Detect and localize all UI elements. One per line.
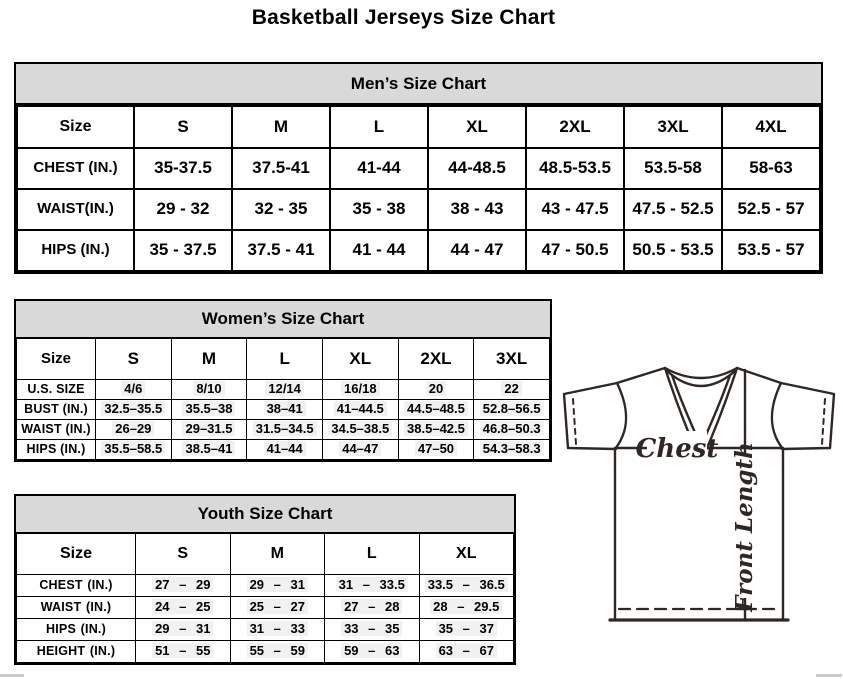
table-row xyxy=(17,230,820,271)
size-value-cell: 44.5–48.5 xyxy=(398,400,474,420)
size-value-cell: 52.5 - 57 xyxy=(722,189,820,230)
col-header: 3XL xyxy=(624,106,722,148)
size-value-cell: 38–41 xyxy=(247,400,323,420)
size-value-cell: 35.5–38 xyxy=(171,400,247,420)
womens-table xyxy=(16,338,550,460)
size-value-cell: 35 - 37.5 xyxy=(134,230,232,271)
col-header: 4XL xyxy=(722,106,820,148)
womens-chart-title: Women’s Size Chart xyxy=(16,301,550,338)
size-value-cell: 20 xyxy=(398,380,474,400)
size-value-cell: 33.5 – 36.5 xyxy=(419,575,514,597)
size-value-cell: 48.5-53.5 xyxy=(526,148,624,189)
size-value-cell: 29 – 31 xyxy=(136,619,231,641)
col-header: XL xyxy=(428,106,526,148)
mens-chart-title: Men’s Size Chart xyxy=(16,64,821,105)
col-header-size: Size xyxy=(17,339,96,380)
size-value-cell: 37.5-41 xyxy=(232,148,330,189)
size-value-cell: 37.5 - 41 xyxy=(232,230,330,271)
size-value-cell: 27 – 29 xyxy=(136,575,231,597)
size-value-cell: 41–44 xyxy=(247,440,323,460)
size-value-cell: 27 – 28 xyxy=(325,597,420,619)
size-value-cell: 50.5 - 53.5 xyxy=(624,230,722,271)
size-value-cell: 59 – 63 xyxy=(325,641,420,663)
size-value-cell: 58-63 xyxy=(722,148,820,189)
size-value-cell: 47.5 - 52.5 xyxy=(624,189,722,230)
col-header: L xyxy=(325,534,420,575)
scan-artifact-right xyxy=(816,674,842,677)
col-header: XL xyxy=(419,534,514,575)
size-value-cell: 32 - 35 xyxy=(232,189,330,230)
size-value-cell: 31 – 33.5 xyxy=(325,575,420,597)
row-label: CHEST (IN.) xyxy=(17,575,136,597)
jersey-right-sleeve xyxy=(737,368,834,449)
size-value-cell: 35-37.5 xyxy=(134,148,232,189)
table-row xyxy=(17,380,550,400)
jersey-right-cuff-dashes xyxy=(822,399,825,444)
row-label: WAIST (IN.) xyxy=(17,420,96,440)
womens-header-row xyxy=(17,339,550,380)
size-value-cell: 33 – 35 xyxy=(325,619,420,641)
size-value-cell: 24 – 25 xyxy=(136,597,231,619)
size-value-cell: 43 - 47.5 xyxy=(526,189,624,230)
size-value-cell: 29–31.5 xyxy=(171,420,247,440)
size-value-cell: 35 - 38 xyxy=(330,189,428,230)
row-label: CHEST (IN.) xyxy=(17,148,134,189)
col-header: M xyxy=(230,534,325,575)
jersey-left-seam xyxy=(615,383,626,449)
youth-header-row xyxy=(17,534,514,575)
size-value-cell: 53.5-58 xyxy=(624,148,722,189)
size-value-cell: 35 – 37 xyxy=(419,619,514,641)
jersey-left-cuff-dashes xyxy=(573,399,576,444)
size-value-cell: 29 - 32 xyxy=(134,189,232,230)
size-value-cell: 44-48.5 xyxy=(428,148,526,189)
size-value-cell: 51 – 55 xyxy=(136,641,231,663)
youth-table xyxy=(16,533,514,663)
front-length-label: Front Length xyxy=(731,442,758,612)
size-value-cell: 26–29 xyxy=(96,420,172,440)
size-value-cell: 54.3–58.3 xyxy=(474,440,550,460)
size-value-cell: 55 – 59 xyxy=(230,641,325,663)
table-row xyxy=(17,619,514,641)
table-row xyxy=(17,641,514,663)
jersey-right-seam xyxy=(772,383,783,449)
col-header-size: Size xyxy=(17,106,134,148)
col-header: M xyxy=(171,339,247,380)
col-header: S xyxy=(136,534,231,575)
size-value-cell: 35.5–58.5 xyxy=(96,440,172,460)
size-value-cell: 47–50 xyxy=(398,440,474,460)
row-label: HIPS (IN.) xyxy=(17,230,134,271)
table-row xyxy=(17,420,550,440)
size-value-cell: 44 - 47 xyxy=(428,230,526,271)
size-value-cell: 4/6 xyxy=(96,380,172,400)
womens-size-chart xyxy=(14,299,552,462)
row-label: HIPS (IN.) xyxy=(17,619,136,641)
size-value-cell: 28 – 29.5 xyxy=(419,597,514,619)
table-row xyxy=(17,575,514,597)
table-row xyxy=(17,597,514,619)
col-header: L xyxy=(247,339,323,380)
col-header-size: Size xyxy=(17,534,136,575)
mens-size-chart xyxy=(14,62,823,274)
row-label: HEIGHT (IN.) xyxy=(17,641,136,663)
row-label: WAIST (IN.) xyxy=(17,597,136,619)
col-header: 2XL xyxy=(398,339,474,380)
youth-chart-title: Youth Size Chart xyxy=(16,496,514,533)
size-value-cell: 31.5–34.5 xyxy=(247,420,323,440)
size-value-cell: 52.8–56.5 xyxy=(474,400,550,420)
jersey-measurement-diagram xyxy=(557,360,840,625)
mens-table xyxy=(16,105,821,272)
row-label: BUST (IN.) xyxy=(17,400,96,420)
size-value-cell: 16/18 xyxy=(322,380,398,400)
col-header: L xyxy=(330,106,428,148)
size-value-cell: 47 - 50.5 xyxy=(526,230,624,271)
table-row xyxy=(17,440,550,460)
size-value-cell: 63 – 67 xyxy=(419,641,514,663)
table-row xyxy=(17,400,550,420)
row-label: WAIST(IN.) xyxy=(17,189,134,230)
youth-size-chart xyxy=(14,494,516,665)
size-value-cell: 8/10 xyxy=(171,380,247,400)
size-value-cell: 32.5–35.5 xyxy=(96,400,172,420)
size-value-cell: 38 - 43 xyxy=(428,189,526,230)
size-value-cell: 41–44.5 xyxy=(322,400,398,420)
page-title: Basketball Jerseys Size Chart xyxy=(251,6,556,29)
size-value-cell: 44–47 xyxy=(322,440,398,460)
size-value-cell: 46.8–50.3 xyxy=(474,420,550,440)
col-header: 2XL xyxy=(526,106,624,148)
size-value-cell: 41 - 44 xyxy=(330,230,428,271)
size-value-cell: 38.5–42.5 xyxy=(398,420,474,440)
table-row xyxy=(17,148,820,189)
mens-header-row xyxy=(17,106,820,148)
row-label: U.S. SIZE xyxy=(17,380,96,400)
table-row xyxy=(17,189,820,230)
size-value-cell: 53.5 - 57 xyxy=(722,230,820,271)
size-value-cell: 12/14 xyxy=(247,380,323,400)
col-header: XL xyxy=(322,339,398,380)
col-header: M xyxy=(232,106,330,148)
col-header: S xyxy=(134,106,232,148)
size-value-cell: 31 – 33 xyxy=(230,619,325,641)
size-value-cell: 29 – 31 xyxy=(230,575,325,597)
size-value-cell: 38.5–41 xyxy=(171,440,247,460)
size-value-cell: 22 xyxy=(474,380,550,400)
size-value-cell: 25 – 27 xyxy=(230,597,325,619)
chest-label: Chest xyxy=(635,434,719,464)
scan-artifact-left xyxy=(0,674,24,677)
size-value-cell: 41-44 xyxy=(330,148,428,189)
col-header: S xyxy=(96,339,172,380)
size-value-cell: 34.5–38.5 xyxy=(322,420,398,440)
row-label: HIPS (IN.) xyxy=(17,440,96,460)
col-header: 3XL xyxy=(474,339,550,380)
